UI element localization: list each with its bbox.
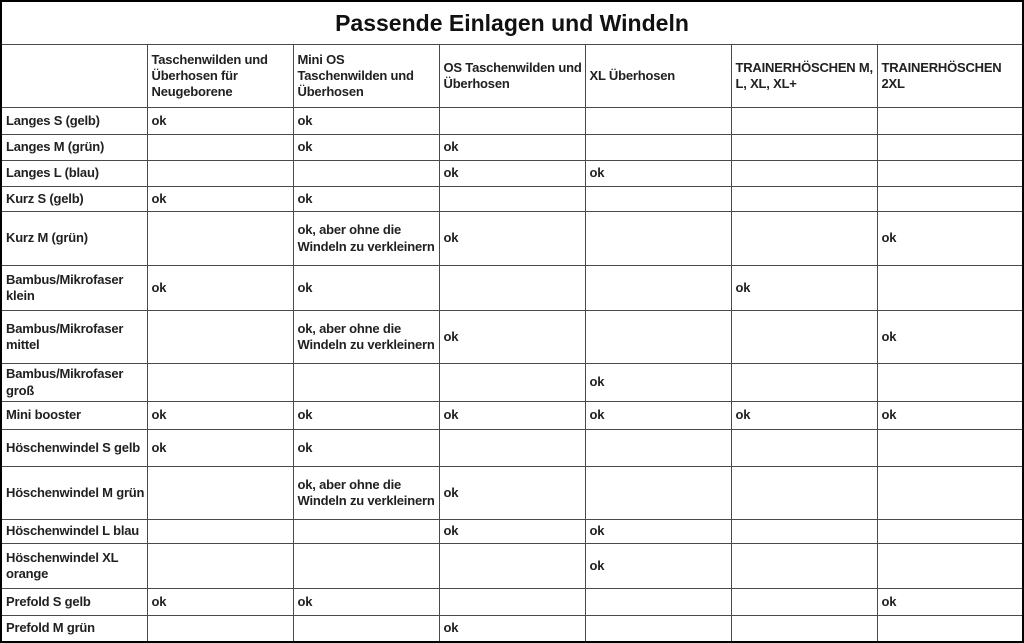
compatibility-cell (731, 430, 877, 467)
row-label-cell: Höschenwindel XL orange (1, 544, 147, 589)
compatibility-cell: ok (293, 589, 439, 616)
compatibility-cell: ok (293, 430, 439, 467)
compatibility-cell (439, 589, 585, 616)
page-title: Passende Einlagen und Windeln (1, 1, 1023, 45)
column-header-cell: Taschenwilden und Überhosen für Neugeborene (147, 45, 293, 108)
compatibility-cell (877, 135, 1023, 161)
compatibility-cell (731, 161, 877, 187)
compatibility-cell (731, 467, 877, 520)
compatibility-cell: ok, aber ohne die Windeln zu verkleinern (293, 212, 439, 266)
compatibility-cell: ok (439, 311, 585, 364)
compatibility-cell: ok (877, 402, 1023, 430)
compatibility-cell (147, 161, 293, 187)
compatibility-cell: ok (293, 108, 439, 135)
compatibility-cell (731, 520, 877, 544)
compatibility-cell: ok (439, 402, 585, 430)
compatibility-cell (877, 187, 1023, 212)
row-label-cell: Höschenwindel L blau (1, 520, 147, 544)
header-row (1, 45, 1023, 108)
compatibility-cell: ok (147, 266, 293, 311)
compatibility-cell (147, 135, 293, 161)
compatibility-cell: ok (439, 161, 585, 187)
compatibility-cell (585, 187, 731, 212)
compatibility-cell: ok (585, 544, 731, 589)
compatibility-cell (439, 544, 585, 589)
compatibility-cell (585, 467, 731, 520)
compatibility-cell (731, 311, 877, 364)
compatibility-cell (877, 430, 1023, 467)
compatibility-cell (585, 212, 731, 266)
compatibility-cell (877, 520, 1023, 544)
compatibility-cell (293, 544, 439, 589)
table-row (1, 402, 1023, 430)
compatibility-cell: ok (585, 364, 731, 402)
compatibility-cell: ok (877, 311, 1023, 364)
row-label-cell: Mini booster (1, 402, 147, 430)
column-header-cell: Mini OS Taschenwilden und Überhosen (293, 45, 439, 108)
table-row (1, 135, 1023, 161)
compatibility-cell: ok (293, 266, 439, 311)
compatibility-cell (585, 135, 731, 161)
compatibility-cell (731, 544, 877, 589)
row-label-cell: Höschenwindel M grün (1, 467, 147, 520)
compatibility-cell (877, 544, 1023, 589)
row-header-corner-cell (1, 45, 147, 108)
compatibility-cell (877, 364, 1023, 402)
table-row (1, 544, 1023, 589)
compatibility-cell: ok (877, 212, 1023, 266)
compatibility-cell: ok (147, 108, 293, 135)
row-label-cell: Kurz S (gelb) (1, 187, 147, 212)
table-row (1, 212, 1023, 266)
compatibility-cell: ok (293, 135, 439, 161)
compatibility-cell (439, 430, 585, 467)
compatibility-cell (147, 212, 293, 266)
compatibility-cell: ok (147, 589, 293, 616)
compatibility-cell: ok (439, 520, 585, 544)
table-row (1, 430, 1023, 467)
table-row (1, 108, 1023, 135)
compatibility-cell (147, 544, 293, 589)
compatibility-cell: ok (585, 520, 731, 544)
compatibility-cell (731, 187, 877, 212)
compatibility-cell (293, 161, 439, 187)
compatibility-cell (877, 108, 1023, 135)
compatibility-cell (585, 430, 731, 467)
compatibility-cell (439, 108, 585, 135)
row-label-cell: Bambus/Mikrofaser mittel (1, 311, 147, 364)
compatibility-cell: ok (439, 212, 585, 266)
table-row (1, 520, 1023, 544)
compatibility-cell (293, 520, 439, 544)
row-label-cell: Langes L (blau) (1, 161, 147, 187)
compatibility-cell: ok (731, 402, 877, 430)
table-row (1, 589, 1023, 616)
compatibility-cell (731, 589, 877, 616)
compatibility-cell: ok (439, 135, 585, 161)
row-label-cell: Höschenwindel S gelb (1, 430, 147, 467)
compatibility-cell (439, 266, 585, 311)
compatibility-cell (731, 364, 877, 402)
compatibility-cell: ok (147, 430, 293, 467)
compatibility-cell (439, 364, 585, 402)
compatibility-cell (585, 311, 731, 364)
compatibility-cell: ok (147, 187, 293, 212)
compatibility-cell (293, 364, 439, 402)
table-row (1, 364, 1023, 402)
compatibility-cell (877, 161, 1023, 187)
compatibility-cell (731, 108, 877, 135)
compatibility-cell: ok (293, 402, 439, 430)
row-label-cell: Bambus/Mikrofaser klein (1, 266, 147, 311)
compatibility-cell (439, 187, 585, 212)
column-header-cell: TRAINERHÖSCHEN M, L, XL, XL+ (731, 45, 877, 108)
compatibility-cell: ok (293, 187, 439, 212)
compatibility-cell: ok (439, 616, 585, 642)
row-label-cell: Bambus/Mikrofaser groß (1, 364, 147, 402)
compatibility-cell: ok (585, 402, 731, 430)
compatibility-cell: ok, aber ohne die Windeln zu verkleinern (293, 467, 439, 520)
compatibility-cell (585, 108, 731, 135)
compatibility-cell (877, 467, 1023, 520)
table-row (1, 187, 1023, 212)
column-header-cell: XL Überhosen (585, 45, 731, 108)
table-row (1, 467, 1023, 520)
column-header-cell: TRAINERHÖSCHEN 2XL (877, 45, 1023, 108)
row-label-cell: Prefold M grün (1, 616, 147, 642)
compatibility-cell (731, 135, 877, 161)
title-row (1, 1, 1023, 45)
table-row (1, 266, 1023, 311)
compatibility-cell (147, 311, 293, 364)
compatibility-cell: ok (877, 589, 1023, 616)
compatibility-cell (585, 266, 731, 311)
compatibility-cell: ok (731, 266, 877, 311)
compatibility-cell (877, 266, 1023, 311)
row-label-cell: Kurz M (grün) (1, 212, 147, 266)
compatibility-cell: ok, aber ohne die Windeln zu verkleinern (293, 311, 439, 364)
table-row (1, 161, 1023, 187)
compatibility-cell (585, 589, 731, 616)
compatibility-cell (147, 467, 293, 520)
column-header-cell: OS Taschenwilden und Überhosen (439, 45, 585, 108)
row-label-cell: Prefold S gelb (1, 589, 147, 616)
row-label-cell: Langes S (gelb) (1, 108, 147, 135)
compatibility-cell: ok (585, 161, 731, 187)
compatibility-cell: ok (147, 402, 293, 430)
compatibility-cell: ok (439, 467, 585, 520)
compatibility-cell (147, 520, 293, 544)
table-row (1, 311, 1023, 364)
row-label-cell: Langes M (grün) (1, 135, 147, 161)
compatibility-cell (147, 364, 293, 402)
compatibility-cell (731, 212, 877, 266)
